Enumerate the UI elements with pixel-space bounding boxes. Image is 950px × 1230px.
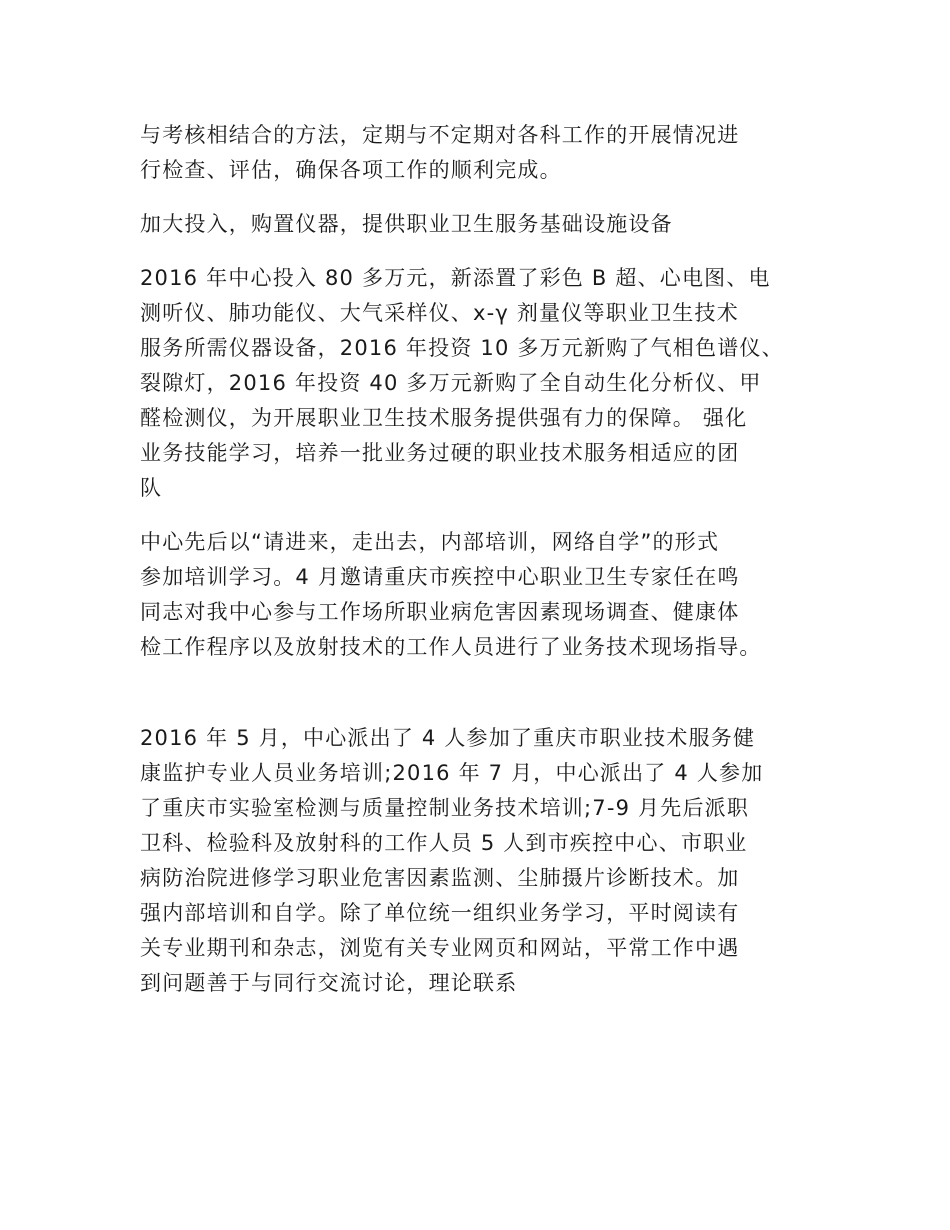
text-line: 测听仪、肺功能仪、大气采样仪、x-γ 剂量仪等职业卫生技术 [140, 301, 739, 325]
paragraph-3 [140, 261, 812, 506]
text-line: 加大投入，购置仪器，提供职业卫生服务基础设施设备 [140, 212, 673, 236]
text-line: 了重庆市实验室检测与质量控制业务技术培训;7-9 月先后派职 [140, 796, 750, 820]
text-line: 中心先后以“请进来，走出去，内部培训，网络自学”的形式 [140, 530, 720, 554]
text-line: 2016 年中心投入 80 多万元，新添置了彩色 B 超、心电图、电 [140, 266, 771, 290]
text-line: 检工作程序以及放射技术的工作人员进行了业务技术现场指导。 [140, 635, 762, 659]
text-line: 与考核相结合的方法，定期与不定期对各科工作的开展情况进 [140, 123, 740, 147]
text-line: 卫科、检验科及放射科的工作人员 5 人到市疾控中心、市职业 [140, 831, 748, 855]
section-heading [140, 207, 812, 242]
text-line: 裂隙灯，2016 年投资 40 多万元新购了全自动生化分析仪、甲 [140, 371, 762, 395]
paragraph-5 [140, 721, 812, 1001]
text-line: 病防治院进修学习职业危害因素监测、尘肺摄片诊断技术。加 [140, 866, 740, 890]
text-line: 到问题善于与同行交流讨论，理论联系 [140, 971, 518, 995]
text-line: 醛检测仪，为开展职业卫生技术服务提供强有力的保障。 强化 [140, 406, 748, 430]
text-line: 关专业期刊和杂志，浏览有关专业网页和网站，平常工作中遇 [140, 936, 740, 960]
text-line: 参加培训学习。4 月邀请重庆市疾控中心职业卫生专家任在鸣 [140, 565, 740, 589]
text-line: 队 [140, 476, 163, 500]
text-line: 2016 年 5 月，中心派出了 4 人参加了重庆市职业技术服务健 [140, 726, 756, 750]
paragraph-4 [140, 525, 812, 665]
text-line: 强内部培训和自学。除了单位统一组织业务学习，平时阅读有 [140, 901, 740, 925]
text-line: 服务所需仪器设备，2016 年投资 10 多万元新购了气相色谱仪、 [140, 336, 784, 360]
text-line: 同志对我中心参与工作场所职业病危害因素现场调查、健康体 [140, 600, 740, 624]
document-body [140, 118, 812, 1001]
text-line: 业务技能学习，培养一批业务过硬的职业技术服务相适应的团 [140, 441, 740, 465]
text-line: 康监护专业人员业务培训;2016 年 7 月，中心派出了 4 人参加 [140, 761, 764, 785]
text-line: 行检查、评估，确保各项工作的顺利完成。 [140, 158, 562, 182]
paragraph-1 [140, 118, 812, 188]
